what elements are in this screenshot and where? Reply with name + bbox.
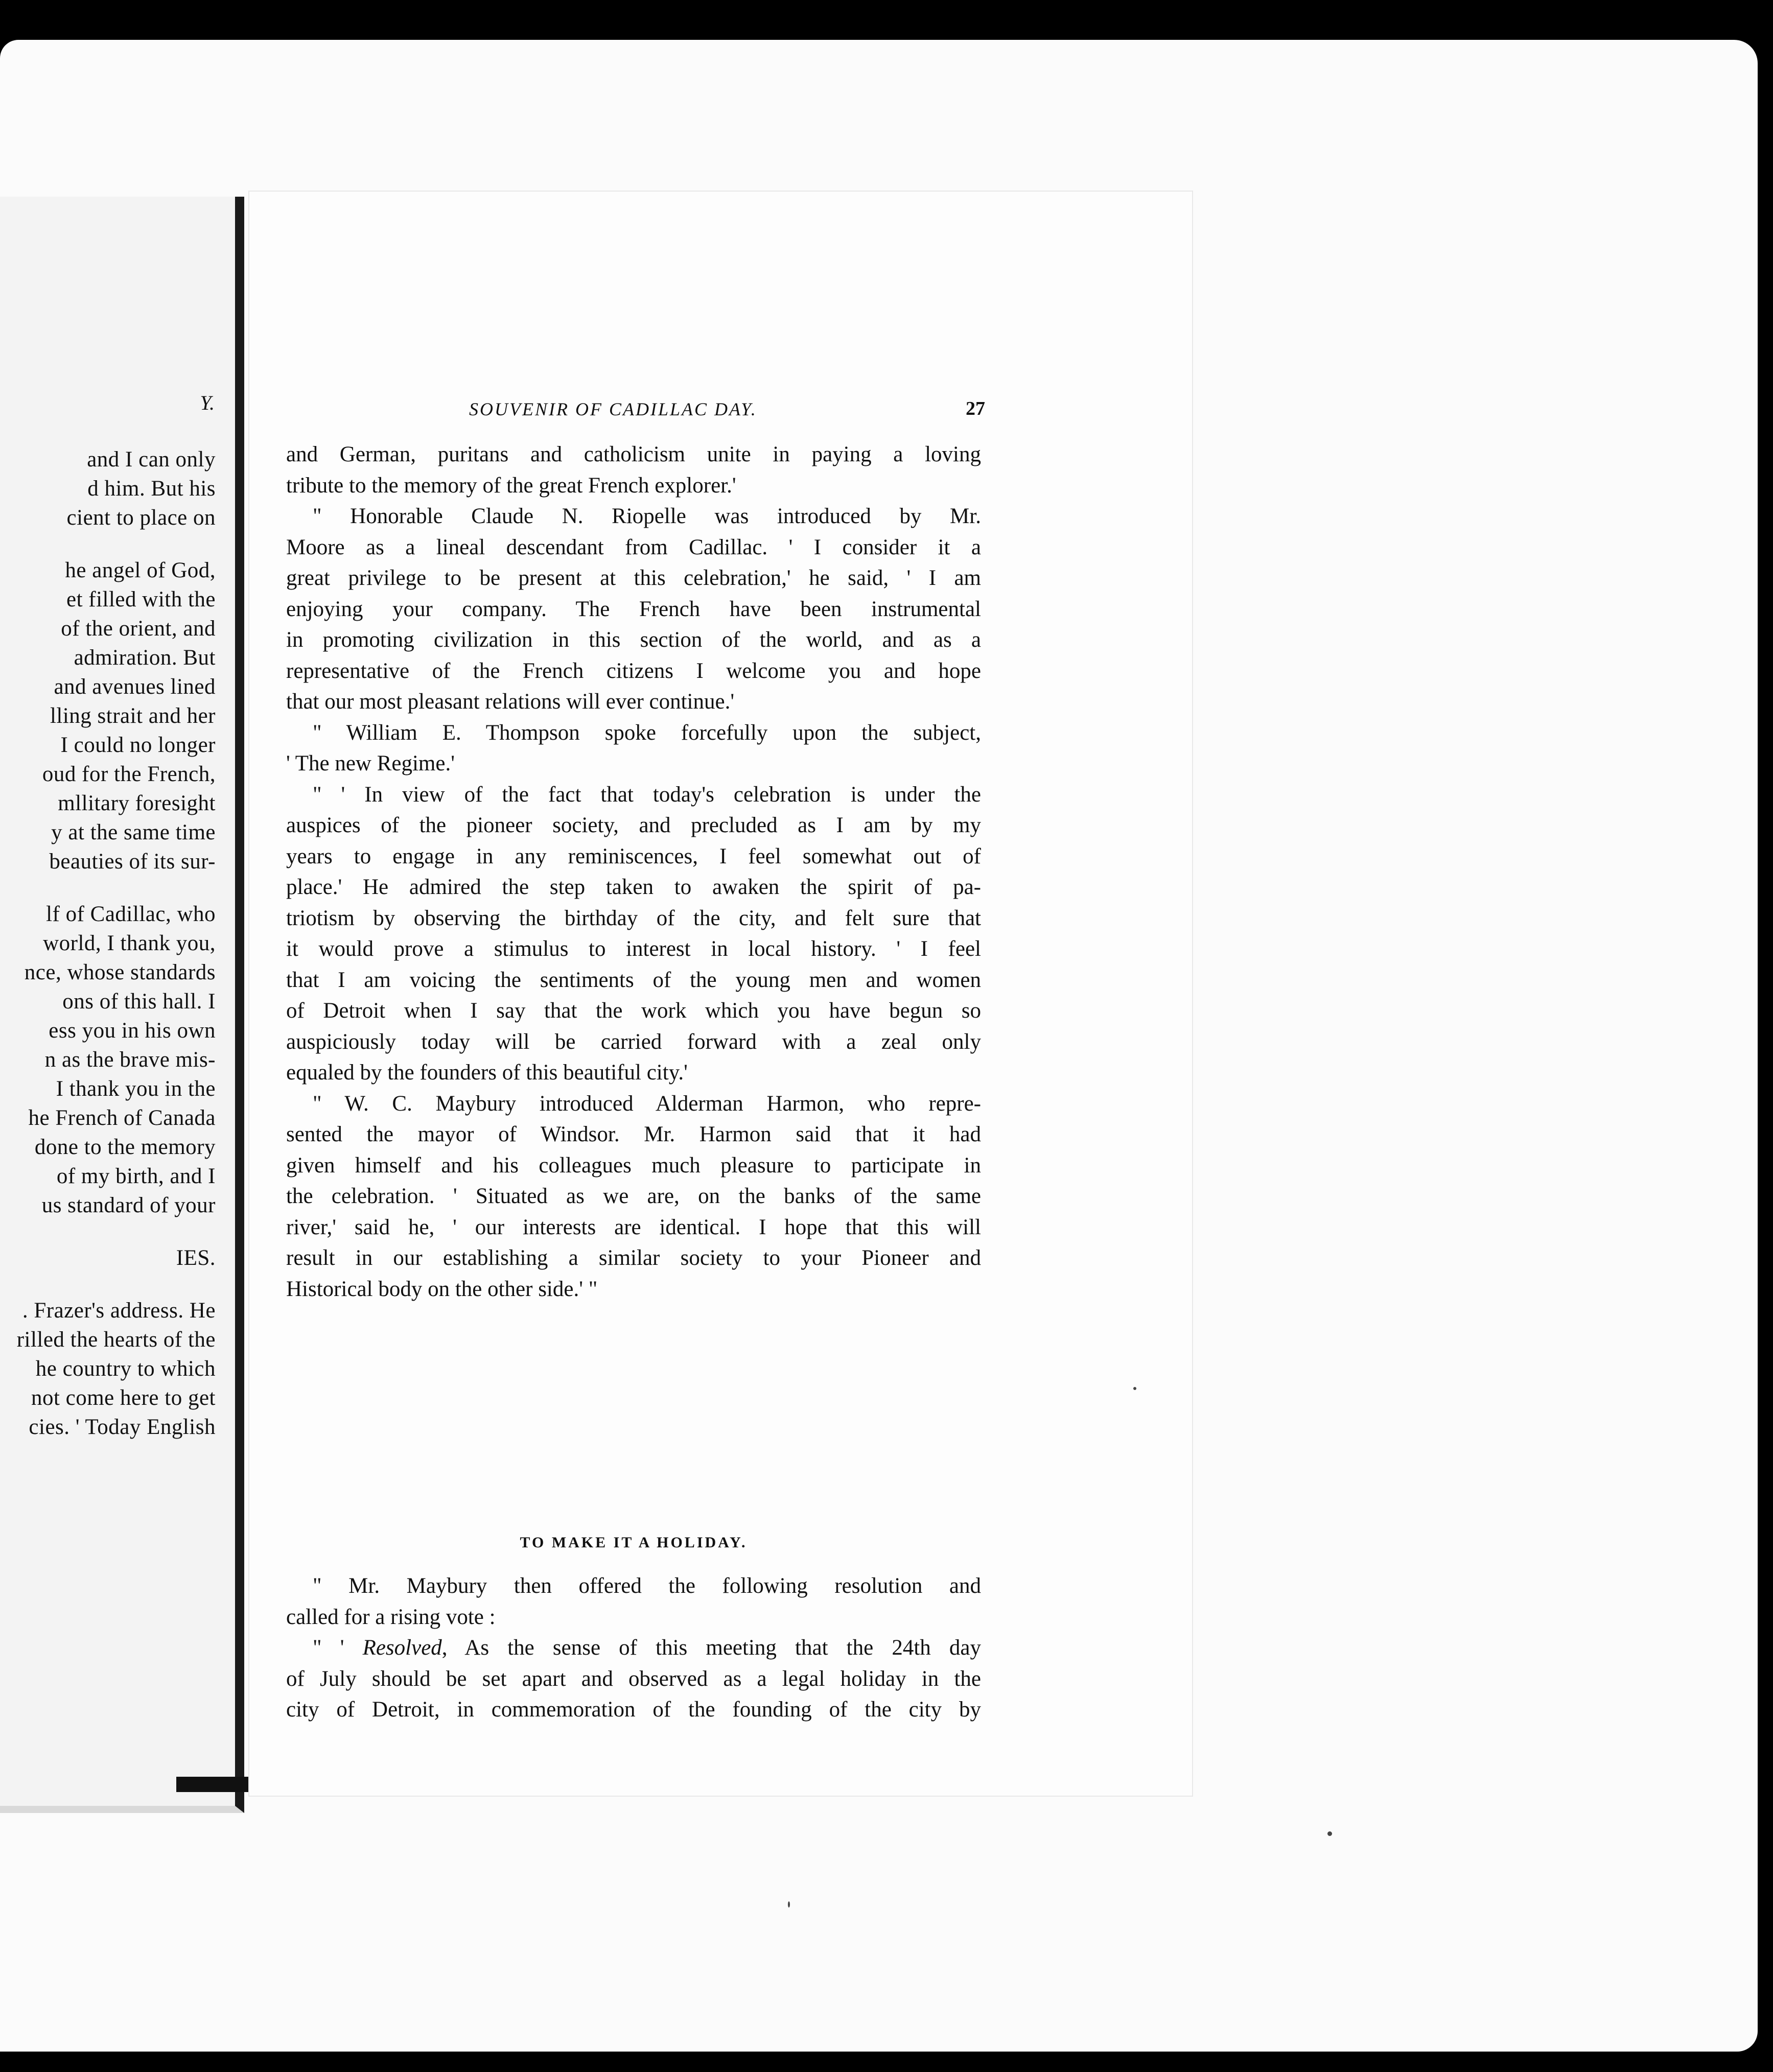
previous-page-line: n as the brave mis- (44, 1048, 216, 1072)
previous-page-line: IES. (176, 1246, 216, 1270)
body-text-line: equaled by the founders of this beautiful city.' (286, 1061, 688, 1085)
scan-speck (1133, 1387, 1136, 1390)
body-text-line: auspiciously today will be carried forward with a zeal only (286, 1029, 981, 1054)
body-text-line: " William E. Thompson spoke forcefully upon the subject, (313, 720, 981, 745)
body-text-line: enjoying your company. The French have been instrumental (286, 597, 981, 621)
body-text-line: and German, puritans and catholicism unite in paying a loving (286, 442, 981, 466)
previous-page-line: mllitary foresight (58, 791, 216, 815)
body-text-line: triotism by observing the birthday of the city, and felt sure that (286, 906, 981, 930)
body-text-line: tribute to the memory of the great French explorer.' (286, 473, 736, 498)
previous-page-line: nce, whose standards (24, 960, 216, 984)
body-text-line: Historical body on the other side.' " (286, 1277, 598, 1301)
previous-page-line: lf of Cadillac, who (46, 902, 216, 926)
body-text-line: the celebration. ' Situated as we are, on the banks of the same (286, 1184, 981, 1208)
body-text-line: representative of the French citizens I welcome you and hope (286, 658, 981, 683)
previous-page-line: world, I thank you, (43, 931, 216, 955)
previous-page-line: he French of Canada (28, 1106, 216, 1130)
body-text-line: " Mr. Maybury then offered the following resolution and (313, 1574, 981, 1598)
body-text-line: given himself and his colleagues much pleasure to participate in (286, 1153, 981, 1178)
body-text-line: river,' said he, ' our interests are identical. I hope that this will (286, 1215, 981, 1239)
current-page (249, 192, 1192, 1796)
body-text-line: that I am voicing the sentiments of the young men and women (286, 968, 981, 992)
previous-page-line: oud for the French, (42, 762, 216, 786)
body-text-line: of Detroit when I say that the work which you have begun so (286, 999, 981, 1023)
body-text-line: great privilege to be present at this celebration,' he said, ' I am (286, 566, 981, 590)
body-text-line: sented the mayor of Windsor. Mr. Harmon said that it had (286, 1122, 981, 1146)
previous-page-line: y at the same time (51, 820, 216, 844)
previous-page-line: I thank you in the (56, 1077, 216, 1101)
previous-page-line: us standard of your (41, 1193, 216, 1217)
previous-page-line: . Frazer's address. He (22, 1299, 216, 1323)
previous-page-line: not come here to get (31, 1386, 216, 1410)
body-text-line: Moore as a lineal descendant from Cadillac. ' I consider it a (286, 535, 981, 559)
previous-page-line: and avenues lined (54, 675, 216, 699)
body-text-line: called for a rising vote : (286, 1605, 496, 1629)
section-heading: TO MAKE IT A HOLIDAY. (520, 1534, 748, 1551)
previous-page-line: of the orient, and (61, 617, 216, 641)
body-text-line: that our most pleasant relations will ever continue.' (286, 690, 735, 714)
body-text-line: place.' He admired the step taken to awaken the spirit of pa- (286, 875, 981, 899)
body-text-line: city of Detroit, in commemoration of the founding of the city by (286, 1698, 981, 1722)
previous-page-line: done to the memory (34, 1135, 216, 1159)
body-text-line: " ' In view of the fact that today's celebration is under the (313, 782, 981, 807)
scan-border-top (0, 0, 1773, 40)
previous-page-line: he angel of God, (65, 558, 216, 582)
body-text-line: of July should be set apart and observed as a legal holiday in the (286, 1666, 981, 1691)
body-text-line: auspices of the pioneer society, and precluded as I am by my (286, 813, 981, 837)
body-text-line: result in our establishing a similar society to your Pioneer and (286, 1246, 981, 1270)
previous-page-line: et filled with the (66, 587, 216, 611)
previous-page-line: cient to place on (66, 506, 216, 530)
previous-page-line: ess you in his own (49, 1019, 216, 1043)
previous-page-running-head: Y. (200, 391, 215, 414)
body-text-line: in promoting civilization in this section of the world, and as a (286, 628, 981, 652)
previous-page-line: lling strait and her (50, 704, 216, 728)
previous-page-line: beauties of its sur- (49, 850, 216, 874)
previous-page-fragment (0, 197, 244, 1813)
body-text-line: " Honorable Claude N. Riopelle was introduced by Mr. (313, 504, 981, 528)
body-text-line: it would prove a stimulus to interest in local history. ' I feel (286, 937, 981, 961)
previous-page-line: cies. ' Today English (29, 1415, 216, 1439)
previous-page-line: admiration. But (74, 646, 216, 670)
scan-speck (788, 1901, 790, 1908)
previous-page-line: d him. But his (87, 477, 216, 501)
body-text-line: years to engage in any reminiscences, I feel somewhat out of (286, 844, 981, 868)
previous-page-line: rilled the hearts of the (16, 1328, 216, 1352)
body-text-line: " W. C. Maybury introduced Alderman Harmon, who repre- (313, 1091, 981, 1116)
scan-speck (1327, 1831, 1332, 1836)
previous-page-line: and I can only (87, 448, 216, 472)
previous-page-line: ons of this hall. I (62, 990, 216, 1014)
previous-page-line: of my birth, and I (56, 1164, 216, 1188)
previous-page-line: he country to which (35, 1357, 216, 1381)
running-head: SOUVENIR OF CADILLAC DAY. (469, 399, 757, 419)
previous-page-line: I could no longer (60, 733, 216, 757)
body-text-line: ' The new Regime.' (286, 751, 455, 775)
body-text-line: " ' Resolved, As the sense of this meeting that the 24th day (313, 1636, 981, 1660)
page-number: 27 (966, 398, 985, 419)
